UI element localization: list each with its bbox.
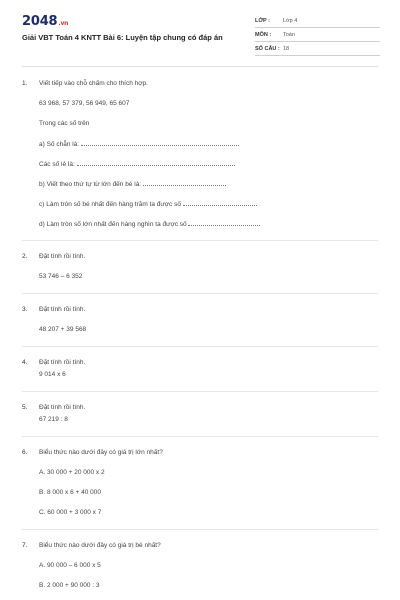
answer-blank[interactable] (183, 200, 257, 206)
question-divider (22, 391, 378, 392)
answer-line-round-hundreds (39, 200, 378, 208)
meta-value: Lớp 4 (283, 18, 298, 24)
expression: 48 207 + 39 568 (39, 326, 87, 333)
meta-panel (255, 15, 380, 57)
answer-line-even (39, 140, 378, 148)
question-2 (22, 253, 378, 281)
question-prompt: Biểu thức nào dưới đây có giá trị lớn nhất? (39, 449, 163, 456)
question-3 (22, 306, 378, 334)
question-divider (22, 436, 378, 437)
answer-label: a) Số chẵn là: (39, 141, 80, 148)
question-number: 5. (22, 404, 28, 411)
meta-row-subject (255, 29, 380, 42)
answer-label: d) Làm tròn số lớn nhất đến hàng nghìn ta được số (39, 221, 187, 228)
question-6 (22, 449, 378, 517)
question-divider (22, 240, 378, 241)
option-c[interactable]: C. 60 000 + 3 000 x 7 (39, 509, 102, 516)
answer-line-round-thousands (39, 220, 378, 228)
question-7 (22, 542, 378, 590)
question-list (22, 80, 378, 600)
answer-label: c) Làm tròn số bé nhất đến hàng trăm ta được số (39, 201, 181, 208)
question-prompt: Đặt tính rồi tính. (39, 359, 86, 366)
number-list: 63 968, 57 379, 56 949, 65 607 (39, 100, 130, 107)
answer-label: Các số lẻ là: (39, 161, 75, 168)
question-divider (22, 529, 378, 530)
expression: 9 014 x 6 (39, 371, 66, 378)
meta-row-count (255, 43, 380, 56)
expression: 53 746 – 6 352 (39, 273, 83, 280)
question-prompt: Đặt tính rồi tính. (39, 306, 86, 313)
option-b[interactable]: B. 8 000 x 6 + 40 000 (39, 489, 101, 496)
option-b[interactable]: B. 2 000 + 90 000 : 3 (39, 582, 100, 589)
question-prompt: Đặt tính rồi tính. (39, 253, 86, 260)
question-number: 1. (22, 80, 28, 87)
logo-tld: .vn (58, 20, 69, 27)
question-number: 6. (22, 449, 28, 456)
header-divider (22, 66, 378, 67)
question-number: 3. (22, 306, 28, 313)
meta-key: SỐ CÂU : (255, 46, 280, 52)
site-logo[interactable] (22, 14, 68, 29)
answer-blank[interactable] (188, 220, 260, 226)
question-4 (22, 359, 378, 379)
question-divider (22, 293, 378, 294)
question-number: 2. (22, 253, 28, 260)
answer-line-order (39, 180, 378, 188)
worksheet-title: Giải VBT Toán 4 KNTT Bài 6: Luyện tập chung có đáp án (22, 33, 223, 42)
meta-row-class (255, 15, 380, 28)
question-5 (22, 404, 378, 424)
option-a[interactable]: A. 30 000 + 20 000 x 2 (39, 469, 105, 476)
meta-key: MÔN : (255, 32, 272, 38)
answer-blank[interactable] (77, 160, 235, 166)
answer-blank[interactable] (143, 180, 226, 186)
question-prompt: Viết tiếp vào chỗ chấm cho thích hợp. (39, 80, 148, 87)
meta-key: LỚP : (255, 18, 270, 24)
worksheet-header (0, 0, 400, 66)
expression: 67 219 : 8 (39, 416, 68, 423)
question-prompt: Biểu thức nào dưới đây có giá trị bé nhất? (39, 542, 161, 549)
question-1 (22, 80, 378, 228)
meta-value: 18 (283, 46, 290, 52)
answer-line-odd (39, 160, 378, 168)
question-prompt: Đặt tính rồi tính. (39, 404, 86, 411)
question-text: Trong các số trên (39, 120, 90, 127)
question-divider (22, 346, 378, 347)
answer-blank[interactable] (81, 140, 239, 146)
question-number: 7. (22, 542, 28, 549)
meta-value: Toán (283, 32, 295, 38)
logo-text: 2048 (22, 14, 58, 29)
option-a[interactable]: A. 90 000 – 6 000 x 5 (39, 562, 101, 569)
question-number: 4. (22, 359, 28, 366)
answer-label: b) Viết theo thứ tự từ lớn đến bé là: (39, 181, 142, 188)
